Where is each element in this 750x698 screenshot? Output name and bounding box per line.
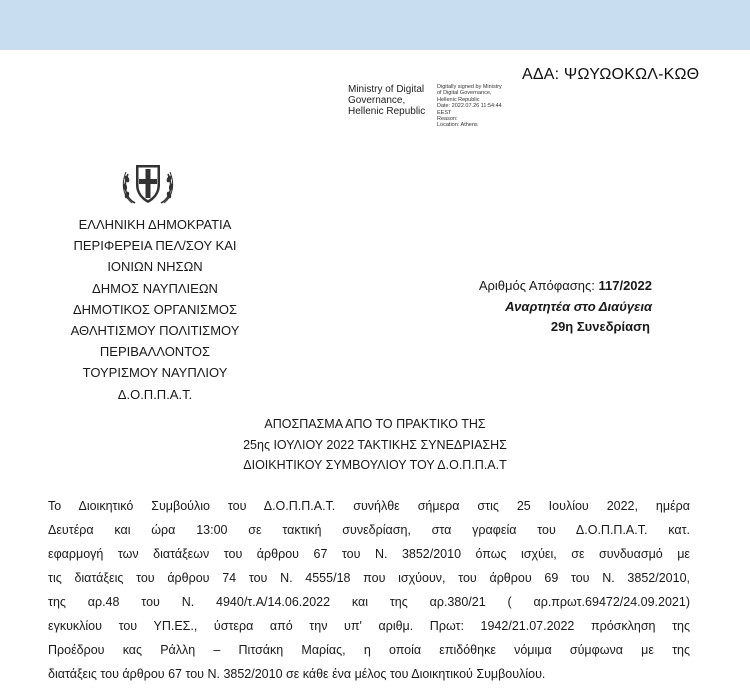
signature-detail-line: EEST bbox=[437, 109, 452, 116]
extract-line: ΔΙΟΙΚΗΤΙΚΟΥ ΣΥΜΒΟΥΛΙΟΥ ΤΟΥ Δ.Ο.Π.Π.Α.Τ bbox=[243, 458, 507, 472]
signer-line: Governance, bbox=[348, 95, 406, 106]
body-line: εγκυκλίου του ΥΠ.ΕΣ., ύστερα από την υπ' αριθμ. Πρωτ: 1942/21.07.2022 πρόσκληση της bbox=[48, 619, 690, 633]
body-line: Δευτέρα και ώρα 13:00 σε τακτική συνεδρίαση, στα γραφεία του Δ.Ο.Π.Π.Α.Τ. κατ. bbox=[48, 523, 690, 537]
top-banner bbox=[0, 0, 750, 50]
issuer-line: ΔΗΜΟΤΙΚΟΣ ΟΡΓΑΝΙΣΜΟΣ bbox=[72, 301, 238, 317]
issuer-line: ΤΟΥΡΙΣΜΟΥ ΝΑΥΠΛΙΟΥ bbox=[82, 365, 228, 381]
digital-signature-signer bbox=[348, 84, 425, 117]
digital-signature-details bbox=[437, 84, 502, 129]
decision-info bbox=[300, 276, 652, 338]
body-line: Προέδρου κας Ράλλη – Πιτσάκη Μαρίας, η οποία επιδόθηκε νόμιμα σύμφωνα με της bbox=[48, 643, 690, 657]
signature-detail-line: Reason: bbox=[437, 116, 458, 123]
decision-number-value: 117/2022 bbox=[598, 278, 652, 293]
body-line: εφαρμογή των διατάξεων του άρθρου 67 του Ν. 3852/2010 όπως ισχύει, σε συνδυασμό με bbox=[48, 547, 690, 561]
extract-line: ΑΠΟΣΠΑΣΜΑ ΑΠΟ ΤΟ ΠΡΑΚΤΙΚΟ ΤΗΣ bbox=[264, 417, 486, 431]
posting-notice: Αναρτητέα στο Διαύγεια bbox=[505, 298, 652, 314]
issuer-line: ΠΕΡΙΒΑΛΛΟΝΤΟΣ bbox=[99, 344, 211, 360]
extract-heading bbox=[150, 414, 600, 476]
issuer-line: ΠΕΡΙΦΕΡΕΙΑ ΠΕΛ/ΣΟΥ ΚΑΙ bbox=[73, 238, 237, 254]
issuer-line: ΙΟΝΙΩΝ ΝΗΣΩΝ bbox=[107, 259, 203, 275]
signature-detail-line: of Digital Governance, bbox=[437, 90, 492, 97]
issuer-line: ΕΛΛΗΝΙΚΗ ΔΗΜΟΚΡΑΤΙΑ bbox=[78, 217, 232, 232]
body-line: Το Διοικητικό Συμβούλιο του Δ.Ο.Π.Π.Α.Τ. συνήλθε σήμερα στις 25 Ιουλίου 2022, ημέρα bbox=[48, 499, 690, 513]
body-paragraph bbox=[48, 494, 690, 686]
issuing-authority bbox=[40, 214, 270, 405]
decision-number-label: Αριθμός Απόφασης: bbox=[478, 278, 595, 293]
ada-code: ΑΔΑ: ΨΩΥΩΟΚΩΛ-ΚΩΘ bbox=[522, 66, 700, 83]
signature-detail-line: Date: 2022.07.26 11:54:44 bbox=[437, 103, 502, 110]
hellenic-republic-coat-of-arms-icon bbox=[118, 159, 178, 209]
signature-detail-line: Digitally signed by Ministry bbox=[437, 84, 502, 90]
signer-line: Ministry of Digital bbox=[348, 84, 425, 95]
signature-detail-line: Location: Athens bbox=[437, 122, 478, 129]
body-line: της αρ.48 του Ν. 4940/τ.Α/14.06.2022 και της αρ.380/21 ( αρ.πρωτ.69472/24.09.2021) bbox=[48, 595, 690, 609]
decision-number bbox=[300, 276, 652, 297]
signer-line: Hellenic Republic bbox=[348, 106, 426, 117]
body-line: τις διατάξεις του άρθρου 74 του Ν. 4555/18 που ισχύουν, του άρθρου 69 του Ν. 3852/2010, bbox=[48, 571, 690, 585]
session-number: 29η Συνεδρίαση bbox=[550, 319, 650, 334]
body-line: διατάξεις του άρθρου 67 του Ν. 3852/2010 σε κάθε ένα μέλος του Διοικητικού Συμβουλίου. bbox=[48, 667, 546, 681]
issuer-line: ΔΗΜΟΣ ΝΑΥΠΛΙΕΩΝ bbox=[92, 280, 218, 296]
signature-detail-line: Hellenic Republic bbox=[437, 96, 480, 103]
issuer-line: Δ.Ο.Π.Π.Α.Τ. bbox=[117, 386, 193, 402]
extract-line: 25ης ΙΟΥΛΙΟΥ 2022 ΤΑΚΤΙΚΗΣ ΣΥΝΕΔΡΙΑΣΗΣ bbox=[243, 437, 507, 452]
issuer-line: ΑΘΛΗΤΙΣΜΟΥ ΠΟΛΙΤΙΣΜΟΥ bbox=[70, 323, 240, 339]
